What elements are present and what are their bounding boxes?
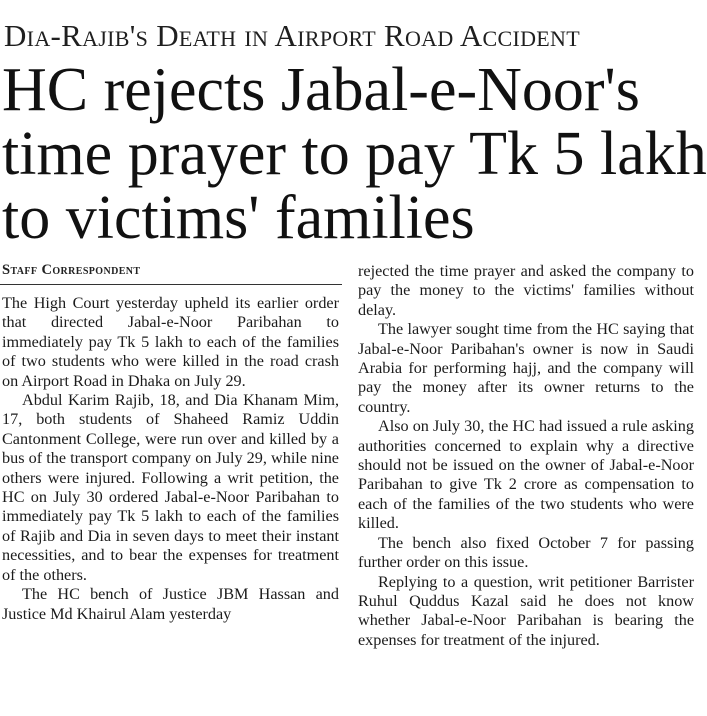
article-paragraph: Replying to a question, writ petitioner Barrister Ruhul Quddus Kazal said he does not know whether Jabal-e-Noor Paribahan is bearing the expenses for treatment of the injured. <box>358 572 694 649</box>
article-column-left <box>2 294 339 624</box>
article-column-right <box>358 262 694 650</box>
article-paragraph: Also on July 30, the HC had issued a rule asking authorities concerned to explain why a directive should not be issued on the owner of Jabal-e-Noor Paribahan to give Tk 2 crore as compensation to each of the families of the two students who were killed. <box>358 417 694 533</box>
article-paragraph: Abdul Karim Rajib, 18, and Dia Khanam Mim, 17, both students of Shaheed Ramiz Uddin Cantonment College, were run over and killed by a bus of the transport company on July 29, while nine others were injured. Following a writ petition, the HC on July 30 ordered Jabal-e-Noor Paribahan to immediately pay Tk 5 lakh to each of the families of Rajib and Dia in seven days to meet their instant necessities, and to bear the expenses for treatment of the others. <box>2 391 339 584</box>
article-paragraph: The HC bench of Justice JBM Hassan and Justice Md Khairul Alam yesterday <box>2 585 339 623</box>
article-byline: Staff Correspondent <box>2 262 141 278</box>
article-headline <box>2 58 706 250</box>
article-paragraph: rejected the time prayer and asked the company to pay the money to the victims' families without delay. <box>358 262 694 319</box>
article-kicker: Dia-Rajib's Death in Airport Road Accident <box>4 18 580 53</box>
article-paragraph: The bench also fixed October 7 for passing further order on this issue. <box>358 533 694 572</box>
byline-rule <box>0 284 342 285</box>
article-paragraph: The lawyer sought time from the HC saying that Jabal-e-Noor Paribahan's owner is now in Saudi Arabia for performing hajj, and the company will pay the money after its owner returns to the country. <box>358 320 694 416</box>
headline-line: time prayer to pay Tk 5 lakh <box>2 120 707 188</box>
headline-line: HC rejects Jabal-e-Noor's <box>2 56 640 124</box>
headline-line: to victims' families <box>2 184 475 252</box>
article-paragraph: The High Court yesterday upheld its earlier order that directed Jabal-e-Noor Paribahan to immediately pay Tk 5 lakh to each of the families of two students who were killed in the road crash on Airport Road in Dhaka on July 29. <box>2 294 339 390</box>
